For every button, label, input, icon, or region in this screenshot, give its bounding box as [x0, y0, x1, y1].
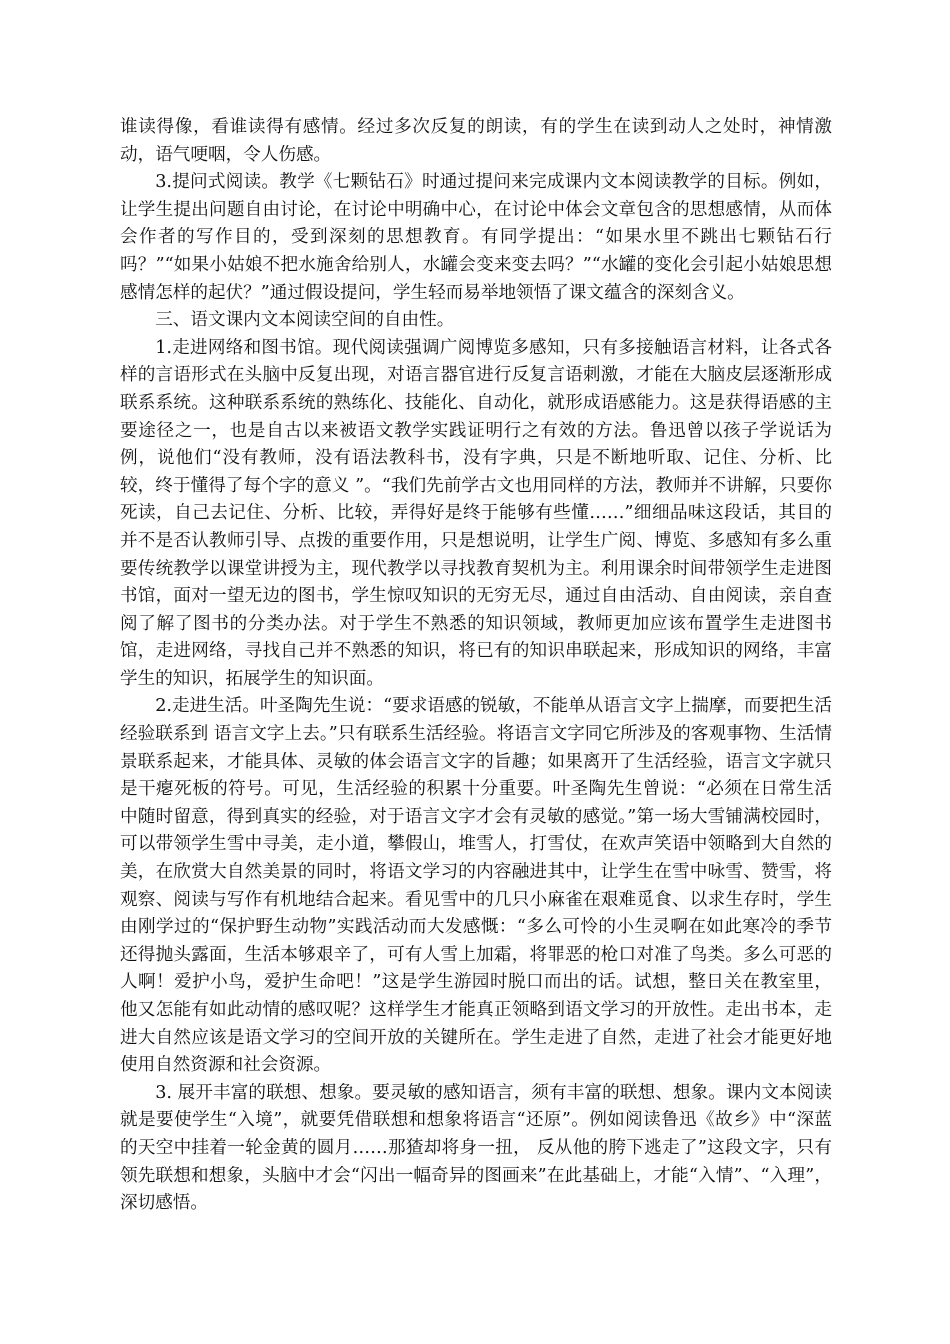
- paragraph-into-life: 2.走进生活。叶圣陶先生说：“要求语感的锐敏，不能单从语言文字上揣摩，而要把生活经验联系到 语言文字上去。”只有联系生活经验。将语言文字同它所涉及的客观事物、生活情景联系起来，才能具体、灵敏的体会语言文字的旨趣；如果离开了生活经验，语言文字就只是干瘪死板的符号。可见，生活经验的积累十分重要。叶圣陶先生曾说：“必须在日常生活中随时留意，得到真实的经验，对于语言文字才会有灵敏的感觉。”第一场大雪铺满校园时，可以带领学生雪中寻美，走小道，攀假山，堆雪人，打雪仗，在欢声笑语中领略到大自然的美，在欣赏大自然美景的同时，将语文学习的内容融进其中，让学生在雪中咏雪、赞雪，将观察、阅读与写作有机地结合起来。看见雪中的几只小麻雀在艰难觅食、以求生存时，学生由刚学过的“保护野生动物”实践活动而大发感慨：“多么可怜的小生灵啊在如此寒冷的季节还得抛头露面，生活本够艰辛了，可有人雪上加霜，将罪恶的枪口对准了鸟类。多么可恶的人啊！爱护小鸟，爱护生命吧！”这是学生游园时脱口而出的话。试想，整日关在教室里，他又怎能有如此动情的感叹呢？这样学生才能真正领略到语文学习的开放性。走出书本，走进大自然应该是语文学习的空间开放的关键所在。学生走进了自然，走进了社会才能更好地使用自然资源和社会资源。: [120, 696, 832, 1076]
- paragraph-association-imagination: 3. 展开丰富的联想、想象。要灵敏的感知语言，须有丰富的联想、想象。课内文本阅读就是要使学生“入境”，就要凭借联想和想象将语言“还原”。例如阅读鲁迅《故乡》中“深蓝的天空中挂着一轮金黄的圆月……那猹却将身一扭， 反从他的胯下逃走了”这段文字，只有领先联想和想象，头脑中才会“闪出一幅奇异的图画来”在此基础上，才能“入情”、“入理”，深切感悟。: [120, 1082, 832, 1214]
- paragraph-continuation: 谁读得像，看谁读得有感情。经过多次反复的朗读，有的学生在读到动人之处时，神情激动，语气哽咽，令人伤感。: [120, 117, 832, 165]
- paragraph-questioning-reading: 3.提问式阅读。教学《七颗钻石》时通过提问来完成课内文本阅读教学的目标。例如，让学生提出问题自由讨论，在讨论中明确中心，在讨论中体会文章包含的思想感情，从而体会作者的写作目的，受到深刻的思想教育。有同学提出：“如果水里不跳出七颗钻石行吗？”“如果小姑娘不把水施舍给别人，水罐会变来变去吗？”“水罐的变化会引起小姑娘思想感情怎样的起伏？”通过假设提问，学生轻而易举地领悟了课文蕴含的深刻含义。: [120, 172, 832, 303]
- paragraph-network-and-library: 1.走进网络和图书馆。现代阅读强调广阅博览多感知，只有多接触语言材料，让各式各样的言语形式在头脑中反复出现，对语言器官进行反复言语刺激，才能在大脑皮层逐渐形成联系系统。这种联系系统的熟练化、技能化、自动化，就形成语感能力。这是获得语感的主要途径之一，也是自古以来被语文教学实践证明行之有效的方法。鲁迅曾以孩子学说话为例，说他们“没有教师，没有语法教科书，没有字典，只是不断地听取、记住、分析、比较，终于懂得了每个字的意义 ”。“我们先前学古文也用同样的方法，教师并不讲解，只要你死读，自己去记住、分析、比较，弄得好是终于能够有些懂……”细细品味这段话，其目的并不是否认教师引导、点拨的重要作用，只是想说明，让学生广阅、博览、多感知有多么重要传统教学以课堂讲授为主，现代教学以寻找教育契机为主。利用课余时间带领学生走进图书馆，面对一望无边的图书，学生惊叹知识的无穷无尽，通过自由活动、自由阅读，亲自查阅了解了图书的分类办法。对于学生不熟悉的知识领域，教师更加应该布置学生走进图书馆，走进网络，寻找自己并不熟悉的知识，将已有的知识串联起来，形成知识的网络，丰富学生的知识，拓展学生的知识面。: [120, 337, 832, 689]
- document-body: [120, 114, 832, 1218]
- section-heading-reading-space: 三、语文课内文本阅读空间的自由性。: [155, 310, 455, 331]
